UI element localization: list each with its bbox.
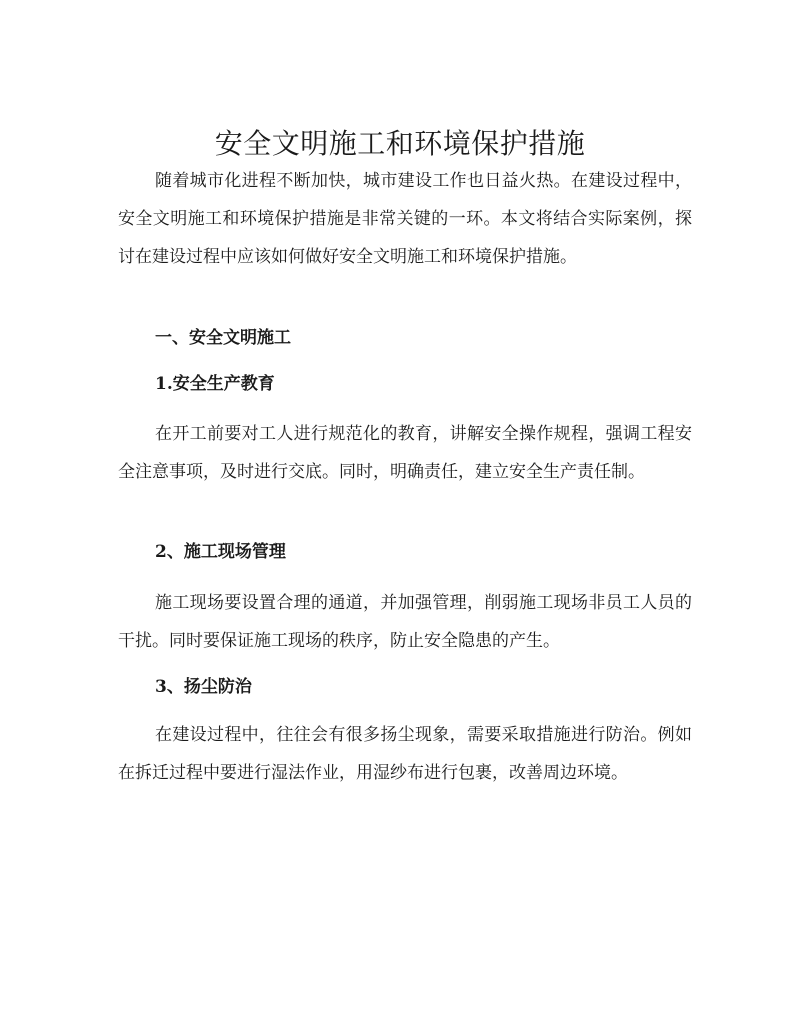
subsection-heading-site-management: 2、施工现场管理 [155,542,286,562]
subsection-body-site-management: 施工现场要设置合理的通道，并加强管理，削弱施工现场非员工人员的干扰。同时要保证施工现场的秩序，防止安全隐患的产生。 [118,593,692,651]
intro-paragraph: 随着城市化进程不断加快，城市建设工作也日益火热。在建设过程中，安全文明施工和环境保护措施是非常关键的一环。本文将结合实际案例，探讨在建设过程中应该如何做好安全文明施工和环境保护措施。 [118,171,692,267]
subsection-heading-safety-education: 1.安全生产教育 [155,374,275,394]
subsection-body-safety-education: 在开工前要对工人进行规范化的教育，讲解安全操作规程，强调工程安全注意事项，及时进行交底。同时，明确责任，建立安全生产责任制。 [118,424,692,482]
subsection-body-dust-control: 在建设过程中，往往会有很多扬尘现象，需要采取措施进行防治。例如在拆迁过程中要进行湿法作业，用湿纱布进行包裹，改善周边环境。 [118,725,692,783]
subsection-heading-dust-control: 3、扬尘防治 [155,677,252,697]
section-heading-civilized-construction: 一、安全文明施工 [155,328,291,348]
document-title: 安全文明施工和环境保护措施 [214,127,586,160]
